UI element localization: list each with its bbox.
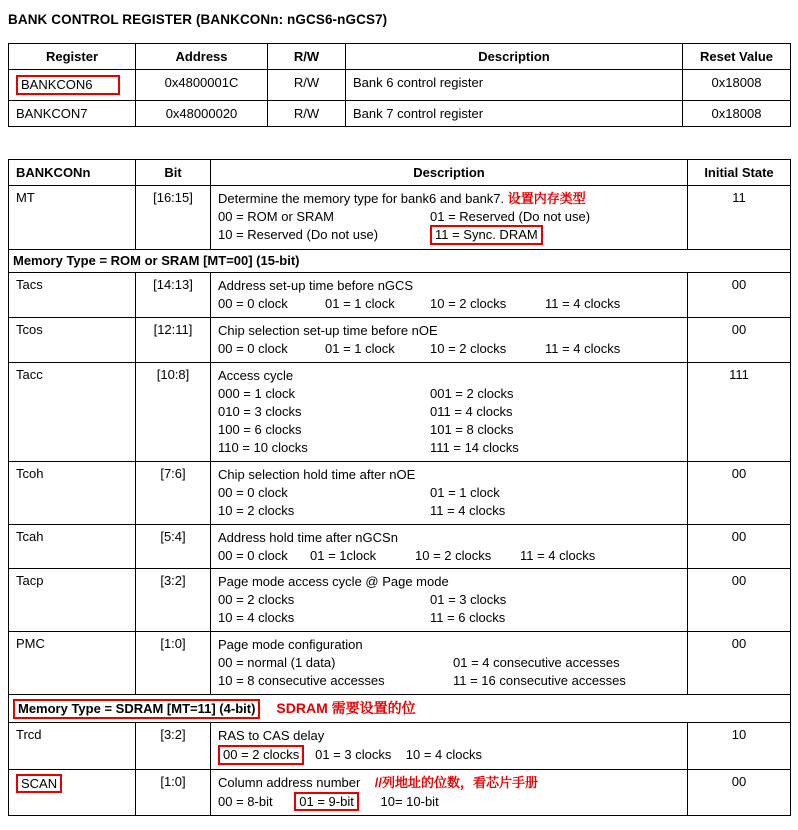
description-line xyxy=(218,439,680,457)
desc-segment: Determine the memory type for bank6 and bank7. xyxy=(218,190,508,206)
field-name-cell xyxy=(9,185,136,249)
initial-state: 00 xyxy=(688,524,791,569)
page-title: BANK CONTROL REGISTER (BANKCONn: nGCS6-nGCS7) xyxy=(8,12,388,27)
description-line xyxy=(218,340,680,358)
description-line xyxy=(218,636,680,654)
description-line xyxy=(218,573,680,591)
bitfield-row xyxy=(9,273,791,318)
description-line xyxy=(218,295,680,313)
bitfield-row xyxy=(9,524,791,569)
description-line xyxy=(218,529,680,547)
annotation-box: 00 = 2 clocks xyxy=(218,745,304,765)
register-reset-value: 0x18008 xyxy=(683,100,791,126)
bitfield-row xyxy=(9,318,791,363)
desc-segment: 111 = 14 clocks xyxy=(430,439,519,455)
header-address: Address xyxy=(136,44,268,70)
field-name-cell xyxy=(9,363,136,462)
description-line xyxy=(218,225,680,245)
desc-segment: 01 = 3 clocks 10 = 4 clocks xyxy=(304,747,483,763)
description-line xyxy=(218,609,680,627)
description-line xyxy=(218,591,680,609)
field-name-cell xyxy=(9,524,136,569)
bit-range: [10:8] xyxy=(136,363,211,462)
description-line xyxy=(218,322,680,340)
section-title: Memory Type = ROM or SRAM [MT=00] (15-bit) xyxy=(13,253,300,269)
desc-segment: 11 = 4 clocks xyxy=(545,341,621,357)
header-description: Description xyxy=(346,44,683,70)
section-row xyxy=(9,695,791,723)
description-line xyxy=(218,277,680,295)
section-annotation: SDRAM 需要设置的位 xyxy=(276,700,416,717)
description-line xyxy=(218,792,680,812)
field-description xyxy=(211,632,688,695)
bit-range: [1:0] xyxy=(136,632,211,695)
desc-segment: Page mode configuration xyxy=(218,637,363,653)
description-line xyxy=(218,190,680,208)
bit-range: [5:4] xyxy=(136,524,211,569)
field-description xyxy=(211,185,688,249)
header-bankconn: BANKCONn xyxy=(9,159,136,185)
desc-segment: 00 = 0 clock xyxy=(218,296,288,312)
register-row xyxy=(9,70,791,101)
desc-segment: 11 = 4 clocks xyxy=(520,547,596,563)
description-line xyxy=(218,547,680,565)
description-line xyxy=(218,774,680,792)
field-description xyxy=(211,363,688,462)
register-row xyxy=(9,100,791,126)
field-description xyxy=(211,318,688,363)
field-name-cell xyxy=(9,632,136,695)
desc-segment: 01 = 1 clock xyxy=(325,296,395,312)
desc-segment: Address set-up time before nGCS xyxy=(218,278,414,294)
bit-range: [3:2] xyxy=(136,569,211,632)
desc-segment: Chip selection set-up time before nOE xyxy=(218,323,438,339)
bit-range: [3:2] xyxy=(136,723,211,770)
bit-range: [7:6] xyxy=(136,461,211,524)
desc-segment: 10= 10-bit xyxy=(358,793,439,809)
header-bitfield-description: Description xyxy=(211,159,688,185)
initial-state: 00 xyxy=(688,769,791,816)
annotation-box: 01 = 9-bit xyxy=(294,792,359,812)
field-description xyxy=(211,769,688,816)
register-reset-value: 0x18008 xyxy=(683,70,791,101)
field-name-cell xyxy=(9,723,136,770)
field-name: Tacp xyxy=(16,573,44,589)
field-name: PMC xyxy=(16,636,45,652)
desc-segment: 00 = 0 clock xyxy=(218,547,288,563)
field-description xyxy=(211,273,688,318)
field-name: Tcah xyxy=(16,528,44,544)
bitfield-row xyxy=(9,632,791,695)
field-name: Tacc xyxy=(16,367,43,383)
register-rw: R/W xyxy=(268,70,346,101)
bitfield-row xyxy=(9,723,791,770)
register-address: 0x48000020 xyxy=(136,100,268,126)
desc-segment: 10 = 2 clocks xyxy=(415,547,492,563)
description-line xyxy=(218,385,680,403)
desc-segment: Address hold time after nGCSn xyxy=(218,529,398,545)
desc-segment: 10 = 2 clocks xyxy=(430,341,507,357)
bitfield-table xyxy=(8,159,791,817)
description-line xyxy=(218,727,680,745)
bit-range: [12:11] xyxy=(136,318,211,363)
desc-segment: 10 = 2 clocks xyxy=(218,502,295,518)
description-line xyxy=(218,672,680,690)
desc-segment: Column address number xyxy=(218,774,375,790)
desc-segment: 001 = 2 clocks xyxy=(430,386,514,401)
desc-segment: 000 = 1 clock xyxy=(218,386,295,401)
field-description xyxy=(211,461,688,524)
desc-segment: 00 = 8-bit xyxy=(218,793,295,809)
desc-segment: 011 = 4 clocks xyxy=(430,403,513,419)
bitfield-row xyxy=(9,461,791,524)
register-table-header-row xyxy=(9,44,791,70)
annotation-text: 设置内存类型 xyxy=(507,190,586,206)
field-name: MT xyxy=(16,189,35,205)
desc-segment: 11 = 6 clocks xyxy=(430,610,506,626)
field-name-cell xyxy=(9,273,136,318)
desc-segment: 101 = 8 clocks xyxy=(430,421,514,437)
desc-segment: 11 = 4 clocks xyxy=(545,296,621,312)
desc-segment: 10 = Reserved (Do not use) xyxy=(218,227,379,243)
desc-segment: RAS to CAS delay xyxy=(218,728,325,744)
register-name-cell xyxy=(9,70,136,101)
field-name-cell xyxy=(9,461,136,524)
description-line xyxy=(218,403,680,421)
header-initial-state: Initial State xyxy=(688,159,791,185)
desc-segment: 100 = 6 clocks xyxy=(218,421,302,437)
bitfield-row xyxy=(9,569,791,632)
description-line xyxy=(218,466,680,484)
desc-segment: 010 = 3 clocks xyxy=(218,403,302,419)
section-cell xyxy=(9,250,791,273)
register-address: 0x4800001C xyxy=(136,70,268,101)
register-rw: R/W xyxy=(268,100,346,126)
initial-state: 00 xyxy=(688,461,791,524)
field-name-cell xyxy=(9,318,136,363)
desc-segment: 00 = 2 clocks xyxy=(218,592,295,608)
description-line xyxy=(218,367,680,385)
section-row xyxy=(9,250,791,273)
initial-state: 00 xyxy=(688,273,791,318)
register-description: Bank 6 control register xyxy=(346,70,683,101)
field-name-cell xyxy=(9,569,136,632)
bit-range: [14:13] xyxy=(136,273,211,318)
section-title: Memory Type = SDRAM [MT=11] (4-bit) xyxy=(13,699,260,719)
initial-state: 11 xyxy=(688,185,791,249)
desc-segment: 01 = 1 clock xyxy=(325,341,395,357)
description-line xyxy=(218,745,680,765)
desc-segment: 01 = 1 clock xyxy=(430,484,500,500)
bitfield-row xyxy=(9,185,791,249)
desc-segment: 01 = 4 consecutive accesses xyxy=(453,655,620,671)
register-name: BANKCON6 xyxy=(16,75,120,95)
bitfield-row xyxy=(9,363,791,462)
desc-segment: 00 = 0 clock xyxy=(218,341,288,357)
desc-segment: Chip selection hold time after nOE xyxy=(218,466,416,482)
desc-segment: 10 = 8 consecutive accesses xyxy=(218,673,385,689)
initial-state: 00 xyxy=(688,569,791,632)
desc-segment: Access cycle xyxy=(218,368,294,384)
desc-segment: 01 = 1clock xyxy=(310,547,377,563)
desc-segment: 00 = normal (1 data) xyxy=(218,655,336,671)
description-line xyxy=(218,654,680,672)
field-name: Tcos xyxy=(16,322,43,338)
desc-segment: 01 = 3 clocks xyxy=(430,592,507,608)
field-description xyxy=(211,524,688,569)
initial-state: 00 xyxy=(688,632,791,695)
register-table xyxy=(8,43,791,127)
bit-range: [16:15] xyxy=(136,185,211,249)
section-cell xyxy=(9,695,791,723)
desc-segment: 10 = 4 clocks xyxy=(218,610,295,626)
description-line xyxy=(218,208,680,226)
description-line xyxy=(218,421,680,439)
desc-segment: 11 = 4 clocks xyxy=(430,502,506,518)
register-table-body xyxy=(9,70,791,127)
field-name: SCAN xyxy=(16,774,62,794)
desc-segment: 01 = Reserved (Do not use) xyxy=(430,208,591,224)
description-line xyxy=(218,502,680,520)
desc-segment: 11 = 16 consecutive accesses xyxy=(453,673,626,689)
field-name: Trcd xyxy=(16,727,42,743)
field-name: Tacs xyxy=(16,277,43,293)
desc-segment: 00 = ROM or SRAM xyxy=(218,208,334,224)
bitfield-table-header-row xyxy=(9,159,791,185)
field-name: Tcoh xyxy=(16,465,44,481)
header-rw: R/W xyxy=(268,44,346,70)
description-line xyxy=(218,484,680,502)
header-bit: Bit xyxy=(136,159,211,185)
desc-segment: 10 = 2 clocks xyxy=(430,296,507,312)
bit-range: [1:0] xyxy=(136,769,211,816)
register-name-cell xyxy=(9,100,136,126)
annotation-box: 11 = Sync. DRAM xyxy=(430,225,543,245)
register-name: BANKCON7 xyxy=(16,105,88,121)
annotation-text: //列地址的位数，看芯片手册 xyxy=(374,774,539,790)
desc-segment: 110 = 10 clocks xyxy=(218,439,308,455)
bitfield-table-body xyxy=(9,185,791,816)
desc-segment: Page mode access cycle @ Page mode xyxy=(218,574,449,590)
bitfield-row xyxy=(9,769,791,816)
initial-state: 00 xyxy=(688,318,791,363)
initial-state: 10 xyxy=(688,723,791,770)
header-register: Register xyxy=(9,44,136,70)
initial-state: 111 xyxy=(688,363,791,462)
field-description xyxy=(211,723,688,770)
desc-segment: 00 = 0 clock xyxy=(218,484,288,500)
register-description: Bank 7 control register xyxy=(346,100,683,126)
field-description xyxy=(211,569,688,632)
header-reset-value: Reset Value xyxy=(683,44,791,70)
field-name-cell xyxy=(9,769,136,816)
